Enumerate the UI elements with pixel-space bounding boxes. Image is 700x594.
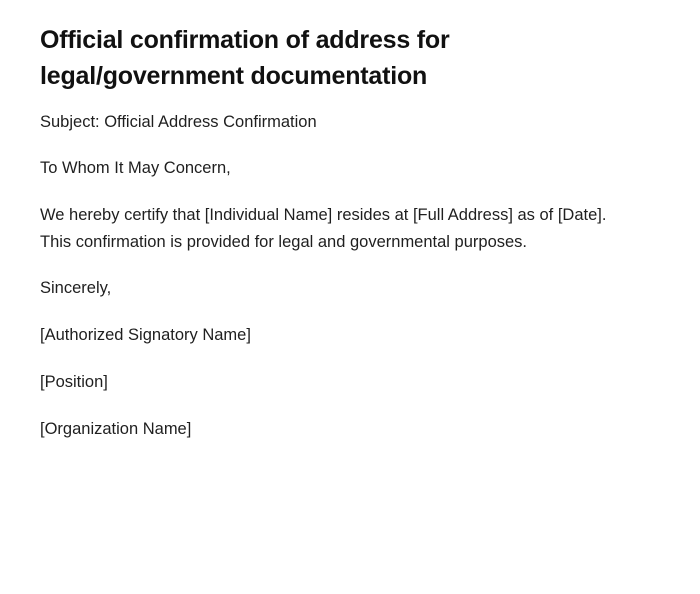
paragraph-position: [Position] [40,372,108,391]
paragraph-subject: Subject: Official Address Confirmation [40,112,317,131]
page-title: Official confirmation of address for legal/government documentation [40,26,450,91]
paragraph-signatory-name: [Authorized Signatory Name] [40,326,251,345]
paragraph-closing: Sincerely, [40,279,112,298]
document-body [40,109,660,443]
paragraph-organization: [Organization Name] [40,419,192,438]
paragraph-salutation: To Whom It May Concern, [40,159,231,178]
paragraph-certification: We hereby certify that [Individual Name] resides at [Full Address] as of [Date]. This confirmation is provided for legal and governmental purposes. [40,205,607,251]
